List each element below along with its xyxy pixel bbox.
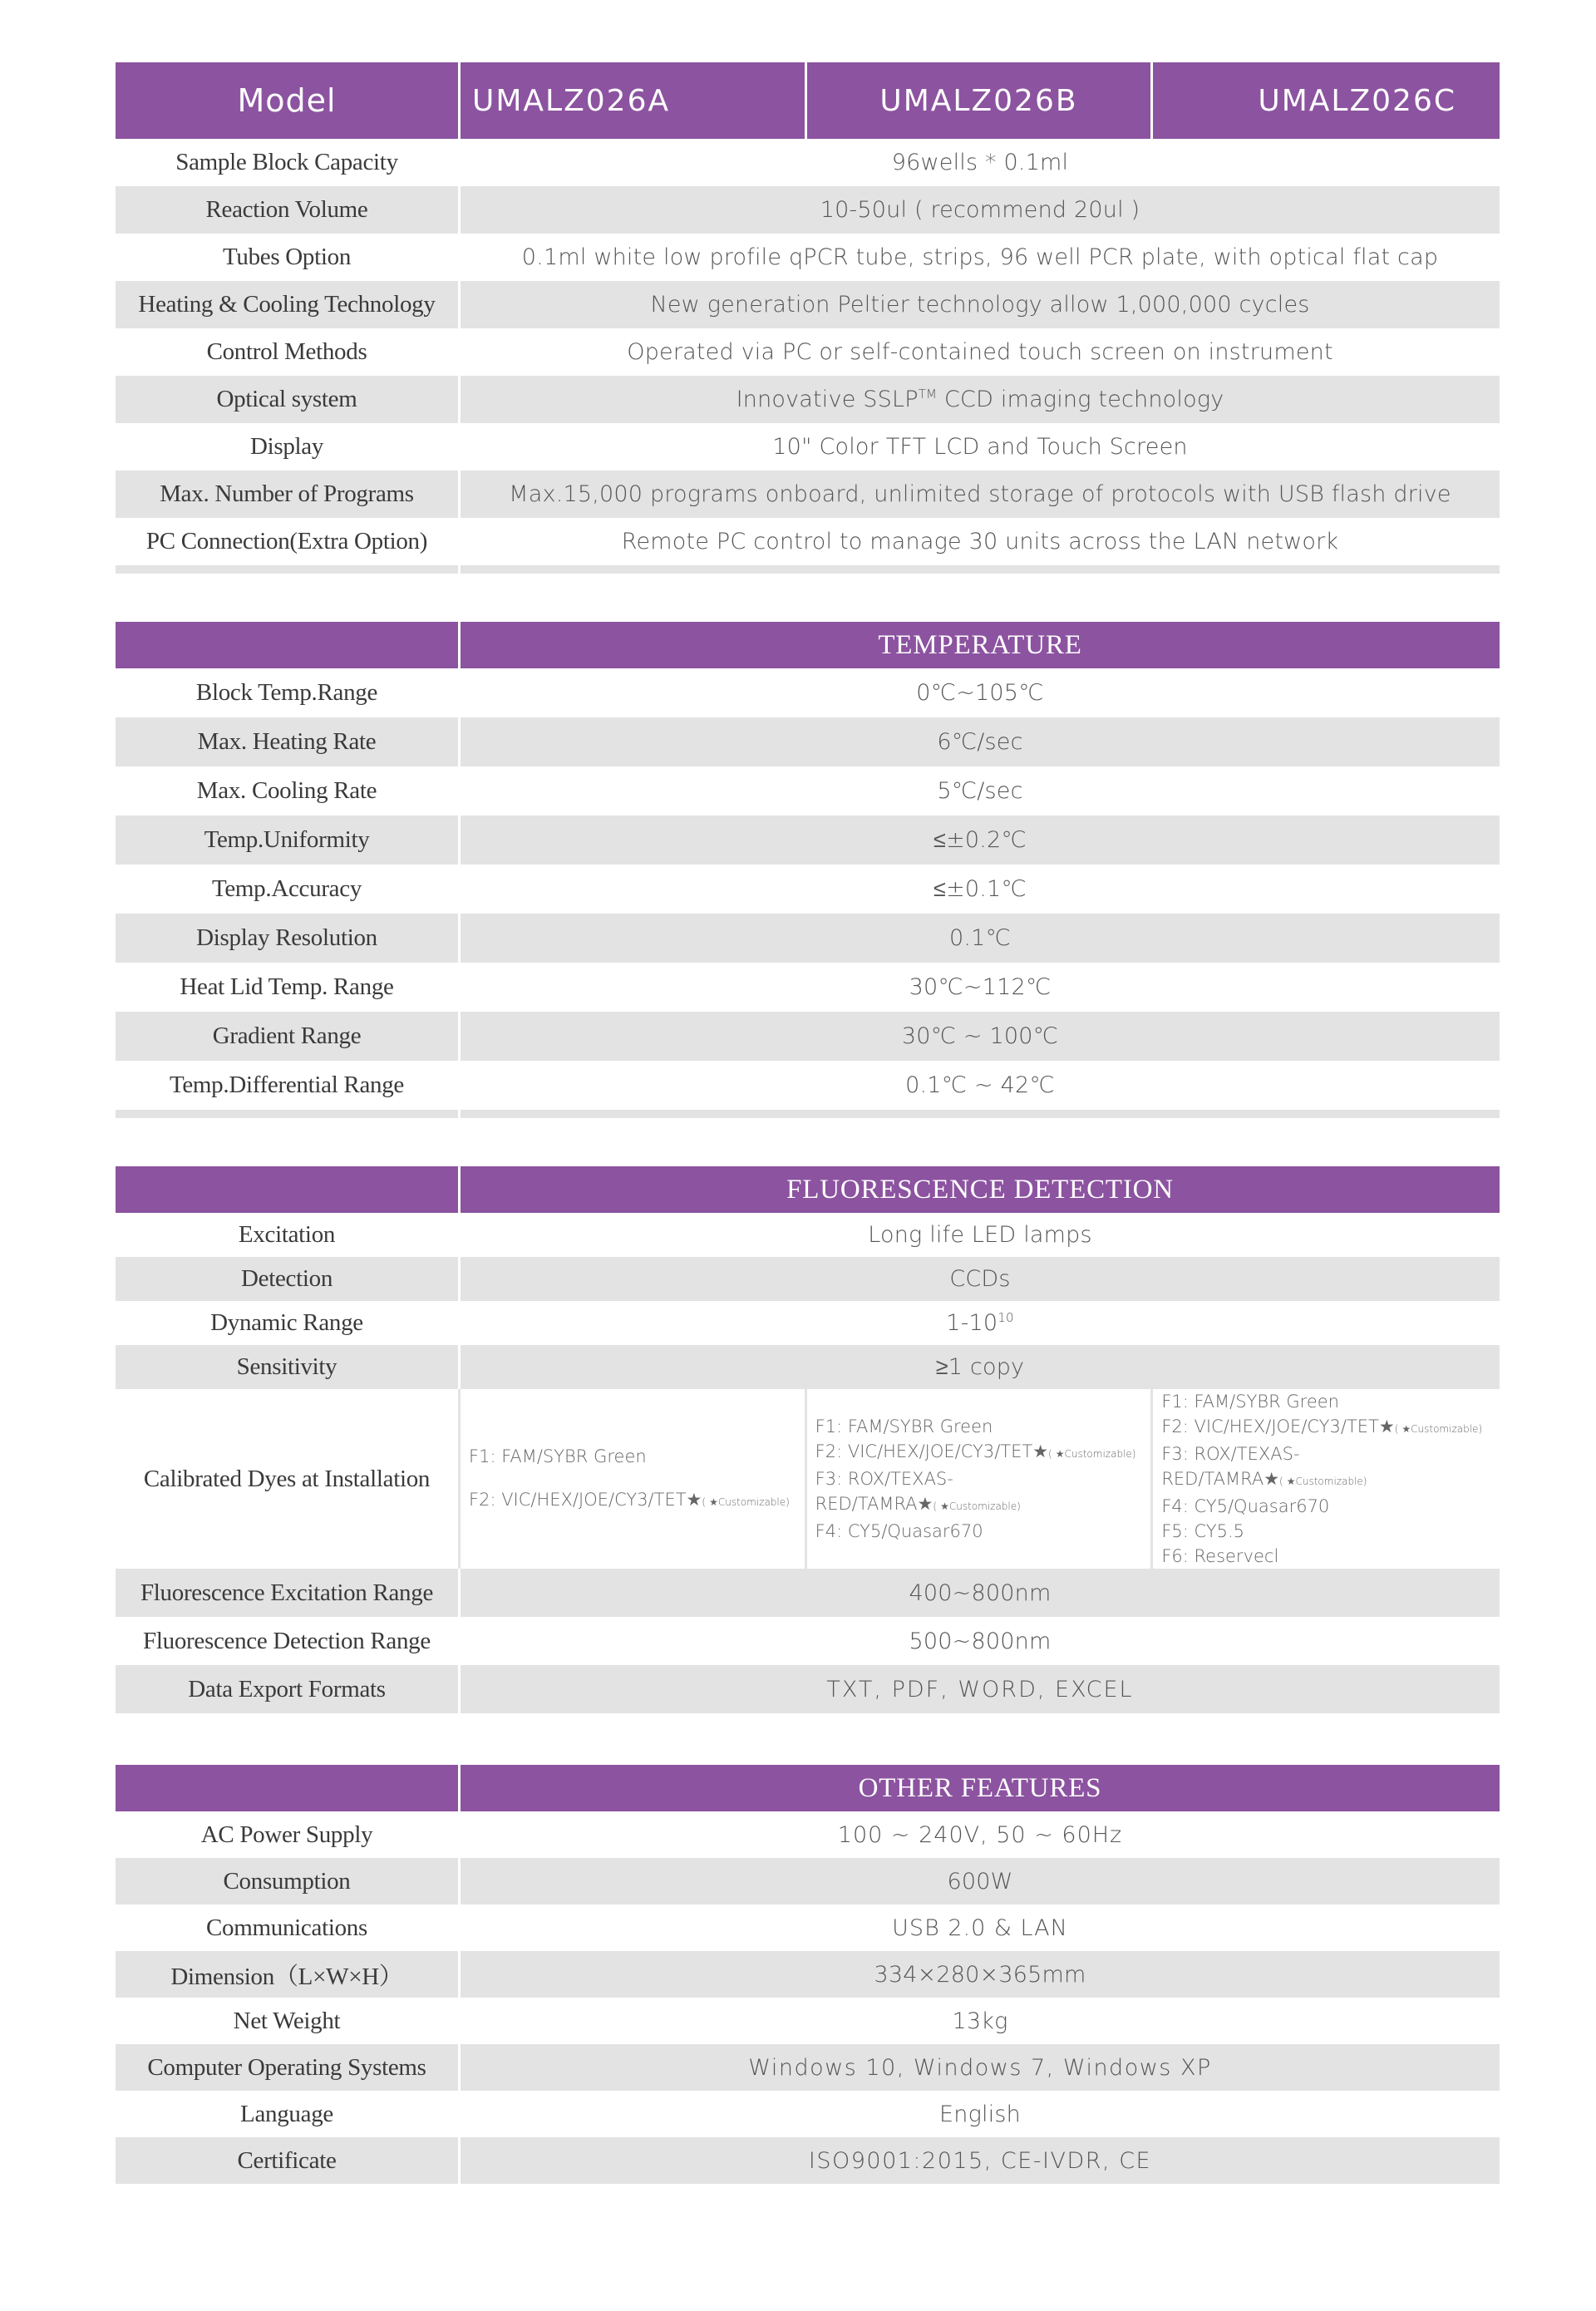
table-row [116, 1858, 1500, 1904]
spec-label: Calibrated Dyes at Installation [116, 1389, 461, 1569]
spec-value: English [461, 2091, 1500, 2137]
spec-label: Gradient Range [116, 1012, 461, 1061]
exponent: 10 [998, 1310, 1014, 1325]
table-row [116, 717, 1500, 766]
spec-label: Fluorescence Excitation Range [116, 1569, 461, 1617]
spec-label: Temp.Accuracy [116, 865, 461, 914]
fluorescence-header-row [116, 1166, 1500, 1213]
spec-label: Detection [116, 1257, 461, 1301]
spec-label: Language [116, 2091, 461, 2137]
spec-label: Sensitivity [116, 1345, 461, 1389]
spec-value: 6℃/sec [461, 717, 1500, 766]
spec-value: 0.1℃ [461, 914, 1500, 963]
spec-value: 600W [461, 1858, 1500, 1904]
dyes-model-c [1153, 1389, 1500, 1569]
spec-value: Long life LED lamps [461, 1213, 1500, 1257]
spec-value: ≤±0.2℃ [461, 816, 1500, 865]
table-row [116, 1811, 1500, 1858]
spec-value: Max.15,000 programs onboard, unlimited storage of protocols with USB flash drive [461, 471, 1500, 518]
customizable-note: ★Customizable [709, 1495, 786, 1508]
temperature-spec-table [116, 622, 1500, 1118]
dye-entry: F4: CY5/Quasar670 [1161, 1496, 1330, 1516]
table-row [116, 1951, 1500, 1998]
spec-label: Max. Number of Programs [116, 471, 461, 518]
spec-label: Net Weight [116, 1998, 461, 2044]
spec-value: Innovative SSLP™ CCD imaging technology [461, 376, 1500, 423]
table-row [116, 518, 1500, 565]
spec-value: 400~800nm [461, 1569, 1500, 1617]
spec-value: $1-10^{10}$ [461, 1301, 1500, 1345]
spec-value: 96wells * 0.1ml [461, 139, 1500, 186]
spec-label: Block Temp.Range [116, 668, 461, 717]
spec-value: Operated via PC or self-contained touch screen on instrument [461, 328, 1500, 376]
spec-label: AC Power Supply [116, 1811, 461, 1858]
spec-value: CCDs [461, 1257, 1500, 1301]
spec-sheet [116, 62, 1500, 2184]
dye-entry: F1: FAM/SYBR Green [1161, 1392, 1339, 1412]
table-row [116, 1213, 1500, 1257]
customizable-note: ★Customizable [1286, 1476, 1363, 1487]
spec-label: Heating & Cooling Technology [116, 281, 461, 328]
dyes-model-a [461, 1389, 807, 1569]
trademark-mark: TM [918, 387, 938, 402]
dye-entry: F3: ROX/TEXAS-RED/TAMRA★( ★Customizable) [815, 1469, 1021, 1514]
table-row [116, 1012, 1500, 1061]
spec-value: 13kg [461, 1998, 1500, 2044]
dye-entry: F3: ROX/TEXAS-RED/TAMRA★( ★Customizable) [1161, 1444, 1367, 1489]
section-title: FLUORESCENCE DETECTION [461, 1166, 1500, 1213]
dye-entry: F4: CY5/Quasar670 [815, 1521, 983, 1541]
dye-entry: F2: VIC/HEX/JOE/CY3/TET★( ★Customizable) [469, 1489, 790, 1510]
spec-value: 0.1℃ ~ 42℃ [461, 1061, 1500, 1110]
customizable-note: ★Customizable [940, 1500, 1017, 1512]
table-row [116, 865, 1500, 914]
spec-label: Dynamic Range [116, 1301, 461, 1345]
customizable-note: ★Customizable [1401, 1423, 1479, 1435]
general-spec-table [116, 62, 1500, 574]
dye-entry: F6: Reservecl [1161, 1546, 1279, 1566]
table-row [116, 328, 1500, 376]
model-header-label: Model [116, 62, 461, 139]
spec-label: Display [116, 423, 461, 471]
spec-value: 0.1ml white low profile qPCR tube, strips, 96 well PCR plate, with optical flat cap [461, 234, 1500, 281]
spec-value: ISO9001:2015, CE-IVDR, CE [461, 2137, 1500, 2184]
dye-entry: F2: VIC/HEX/JOE/CY3/TET★( ★Customizable) [1161, 1417, 1483, 1436]
dye-entry: F2: VIC/HEX/JOE/CY3/TET★( ★Customizable) [815, 1441, 1136, 1461]
table-row [116, 1904, 1500, 1951]
section-title: OTHER FEATURES [461, 1765, 1500, 1811]
table-row [116, 766, 1500, 816]
dye-entry: F1: FAM/SYBR Green [815, 1417, 993, 1436]
spec-label: Certificate [116, 2137, 461, 2184]
spec-value: 5℃/sec [461, 766, 1500, 816]
spec-value: New generation Peltier technology allow 1,000,000 cycles [461, 281, 1500, 328]
spec-label: PC Connection(Extra Option) [116, 518, 461, 565]
dye-entry: F5: CY5.5 [1161, 1521, 1245, 1541]
spec-label: Control Methods [116, 328, 461, 376]
table-row [116, 471, 1500, 518]
spec-value: 0℃~105℃ [461, 668, 1500, 717]
spec-label: Communications [116, 1904, 461, 1951]
spec-label: Consumption [116, 1858, 461, 1904]
table-footer-bar [116, 1110, 1500, 1118]
spec-label: Excitation [116, 1213, 461, 1257]
spec-label: Sample Block Capacity [116, 139, 461, 186]
spec-value: 10-50ul ( recommend 20ul ) [461, 186, 1500, 234]
spec-value: Windows 10, Windows 7, Windows XP [461, 2044, 1500, 2091]
other-features-table [116, 1765, 1500, 2184]
spec-label: Max. Heating Rate [116, 717, 461, 766]
table-footer-bar [116, 565, 1500, 574]
spec-label: Display Resolution [116, 914, 461, 963]
table-row [116, 2044, 1500, 2091]
table-row [116, 2091, 1500, 2137]
spec-label: Data Export Formats [116, 1665, 461, 1713]
temperature-header-row [116, 622, 1500, 668]
spec-value: ≤±0.1℃ [461, 865, 1500, 914]
spec-label: Tubes Option [116, 234, 461, 281]
spec-value: 500~800nm [461, 1617, 1500, 1665]
spec-value: 30℃~112℃ [461, 963, 1500, 1012]
spec-value: TXT, PDF, WORD, EXCEL [461, 1665, 1500, 1713]
table-row [116, 1257, 1500, 1301]
table-row [116, 186, 1500, 234]
spec-label: Fluorescence Detection Range [116, 1617, 461, 1665]
table-row [116, 2137, 1500, 2184]
model-header-row [116, 62, 1500, 139]
spec-label: Optical system [116, 376, 461, 423]
table-row [116, 816, 1500, 865]
model-c-header: UMALZ026C [1153, 62, 1500, 139]
table-row [116, 234, 1500, 281]
spec-label: Temp.Uniformity [116, 816, 461, 865]
spec-value: Remote PC control to manage 30 units across the LAN network [461, 518, 1500, 565]
table-row [116, 1998, 1500, 2044]
spec-label: Max. Cooling Rate [116, 766, 461, 816]
spec-value: 334×280×365mm [461, 1951, 1500, 1998]
dyes-row [116, 1389, 1500, 1569]
spec-value: USB 2.0 & LAN [461, 1904, 1500, 1951]
table-row [116, 281, 1500, 328]
spec-label: Dimension（L×W×H） [116, 1951, 461, 1998]
table-row [116, 376, 1500, 423]
table-row [116, 1061, 1500, 1110]
spec-value: 100 ~ 240V, 50 ~ 60Hz [461, 1811, 1500, 1858]
dyes-model-b [807, 1389, 1154, 1569]
section-title: TEMPERATURE [461, 622, 1500, 668]
table-row [116, 1617, 1500, 1665]
table-row [116, 914, 1500, 963]
model-a-header: UMALZ026A [461, 62, 807, 139]
model-b-header: UMALZ026B [807, 62, 1154, 139]
spec-value: 30℃ ~ 100℃ [461, 1012, 1500, 1061]
table-row [116, 1345, 1500, 1389]
table-row [116, 423, 1500, 471]
spec-label: Reaction Volume [116, 186, 461, 234]
dye-entry: F1: FAM/SYBR Green [469, 1446, 647, 1466]
spec-value: 10" Color TFT LCD and Touch Screen [461, 423, 1500, 471]
spec-label: Computer Operating Systems [116, 2044, 461, 2091]
other-header-row [116, 1765, 1500, 1811]
table-row [116, 1665, 1500, 1713]
fluorescence-spec-table [116, 1166, 1500, 1713]
spec-label: Temp.Differential Range [116, 1061, 461, 1110]
table-row [116, 668, 1500, 717]
table-row [116, 963, 1500, 1012]
table-row [116, 1301, 1500, 1345]
table-row [116, 139, 1500, 186]
spec-value: ≥1 copy [461, 1345, 1500, 1389]
table-row [116, 1569, 1500, 1617]
spec-label: Heat Lid Temp. Range [116, 963, 461, 1012]
customizable-note: ★Customizable [1055, 1448, 1132, 1460]
